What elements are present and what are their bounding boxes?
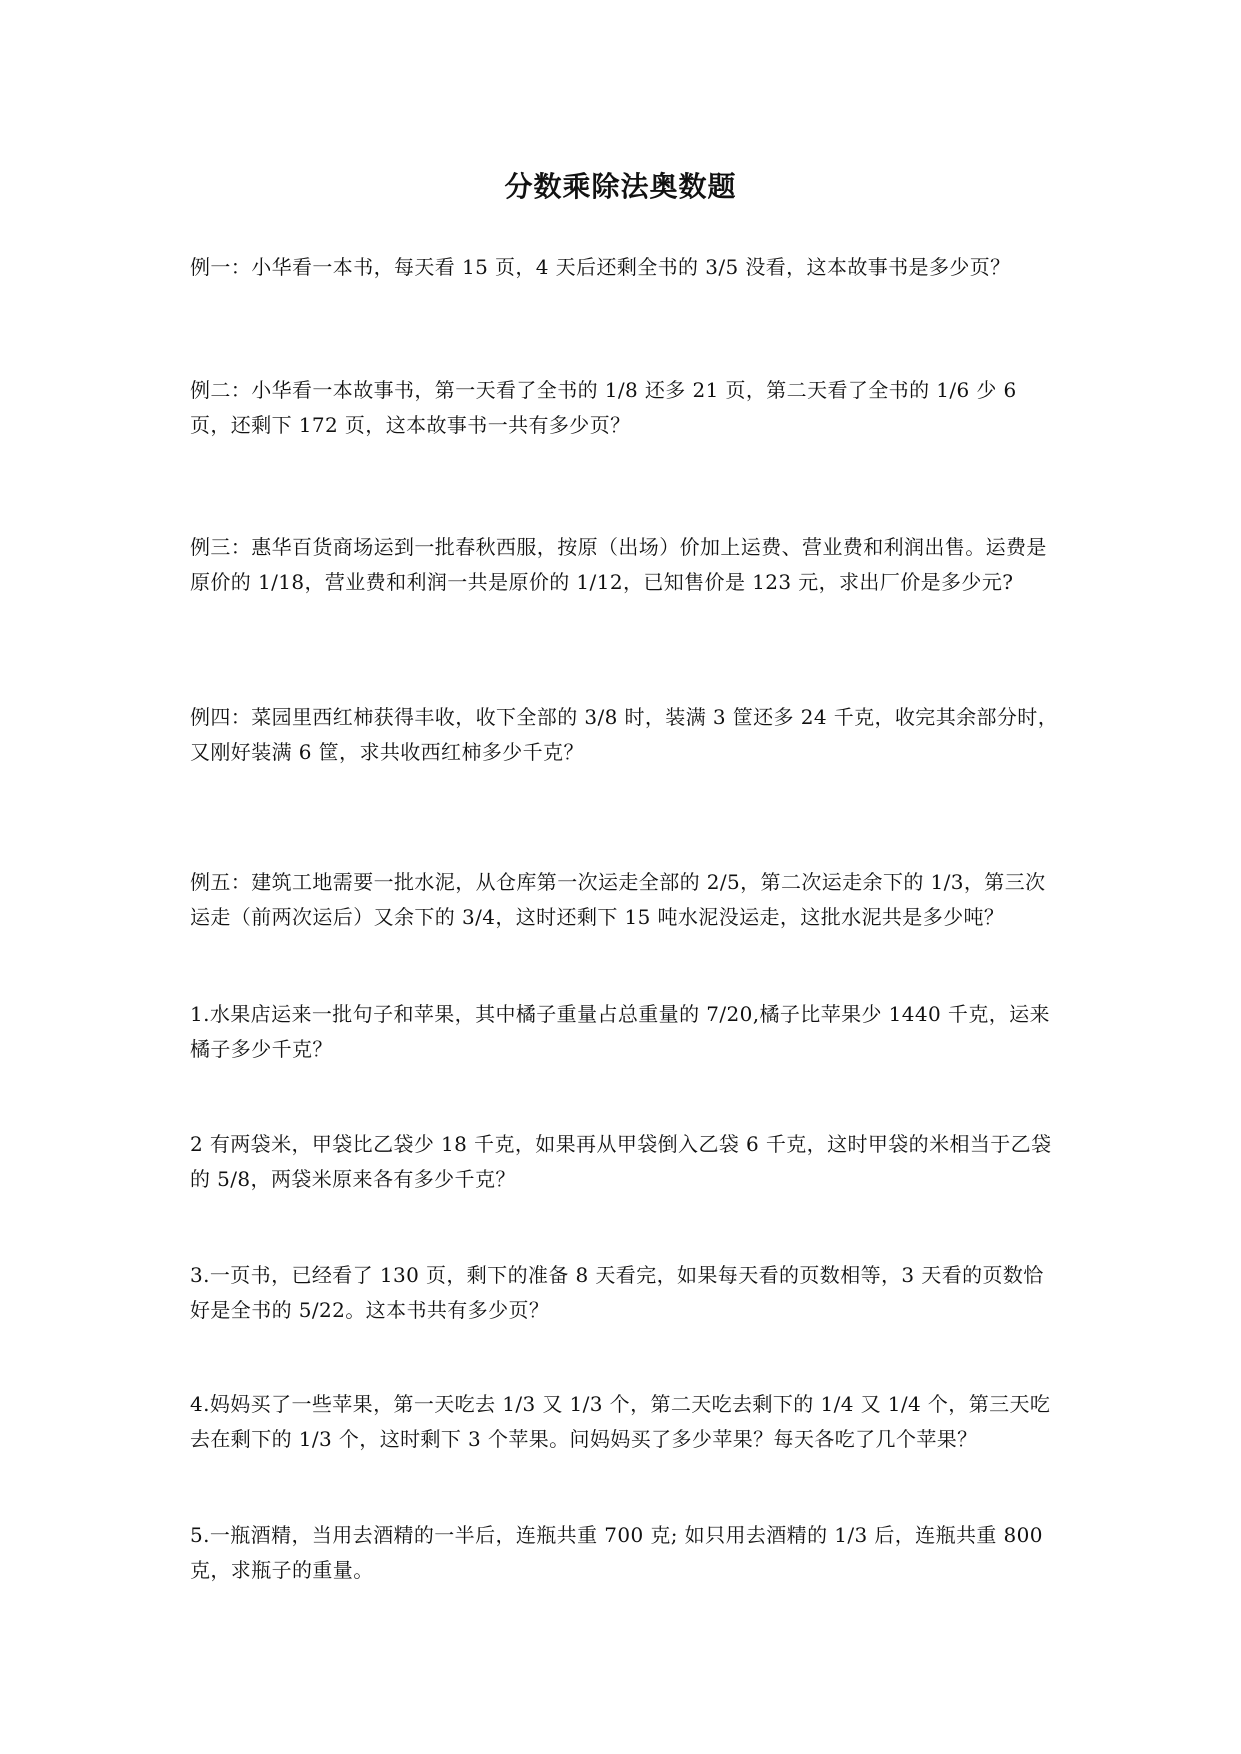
exercise-1 <box>190 997 1060 1067</box>
example-5 <box>190 865 1060 935</box>
example-4 <box>190 700 1060 770</box>
page-title: 分数乘除法奥数题 <box>504 170 737 203</box>
exercise-2 <box>190 1127 1060 1197</box>
problem-text: 2 有两袋米，甲袋比乙袋少 18 千克，如果再从甲袋倒入乙袋 6 千克，这时甲袋的米相当于乙袋的 5/8，两袋米原来各有多少千克？ <box>190 1132 1052 1191</box>
problem-text: 5.一瓶酒精，当用去酒精的一半后，连瓶共重 700 克; 如只用去酒精的 1/3 后，连瓶共重 800 克，求瓶子的重量。 <box>190 1523 1043 1582</box>
example-1 <box>190 250 1060 285</box>
problem-text: 4.妈妈买了一些苹果，第一天吃去 1/3 又 1/3 个，第二天吃去剩下的 1/4 又 1/4 个，第三天吃去在剩下的 1/3 个，这时剩下 3 个苹果。问妈妈买了多少苹果？每天各吃了几个苹果？ <box>190 1392 1051 1451</box>
problem-text: 例四：菜园里西红柿获得丰收，收下全部的 3/8 时，装满 3 筐还多 24 千克，收完其余部分时，又刚好装满 6 筐，求共收西红柿多少千克？ <box>190 705 1059 764</box>
example-3 <box>190 530 1060 600</box>
problem-text: 例二：小华看一本故事书，第一天看了全书的 1/8 还多 21 页，第二天看了全书的 1/6 少 6 页，还剩下 172 页，这本故事书一共有多少页？ <box>190 378 1017 437</box>
problem-text: 例一：小华看一本书，每天看 15 页，4 天后还剩全书的 3/5 没看，这本故事书是多少页？ <box>190 255 1011 279</box>
exercise-5 <box>190 1518 1060 1588</box>
problem-text: 例五：建筑工地需要一批水泥，从仓库第一次运走全部的 2/5，第二次运走余下的 1/3，第三次运走（前两次运后）又余下的 3/4，这时还剩下 15 吨水泥没运走，这批水泥共是多少吨？ <box>190 870 1046 929</box>
example-2 <box>190 373 1060 443</box>
problem-text: 1.水果店运来一批句子和苹果，其中橘子重量占总重量的 7/20,橘子比苹果少 1440 千克，运来橘子多少千克？ <box>190 1002 1050 1061</box>
exercise-3 <box>190 1258 1060 1328</box>
problem-text: 3.一页书，已经看了 130 页，剩下的准备 8 天看完，如果每天看的页数相等，3 天看的页数恰好是全书的 5/22。这本书共有多少页？ <box>190 1263 1044 1322</box>
problem-text: 例三：惠华百货商场运到一批春秋西服，按原（出场）价加上运费、营业费和利润出售。运费是原价的 1/18，营业费和利润一共是原价的 1/12，已知售价是 123 元，求出厂价是多少元? <box>190 535 1047 594</box>
exercise-4 <box>190 1387 1060 1457</box>
